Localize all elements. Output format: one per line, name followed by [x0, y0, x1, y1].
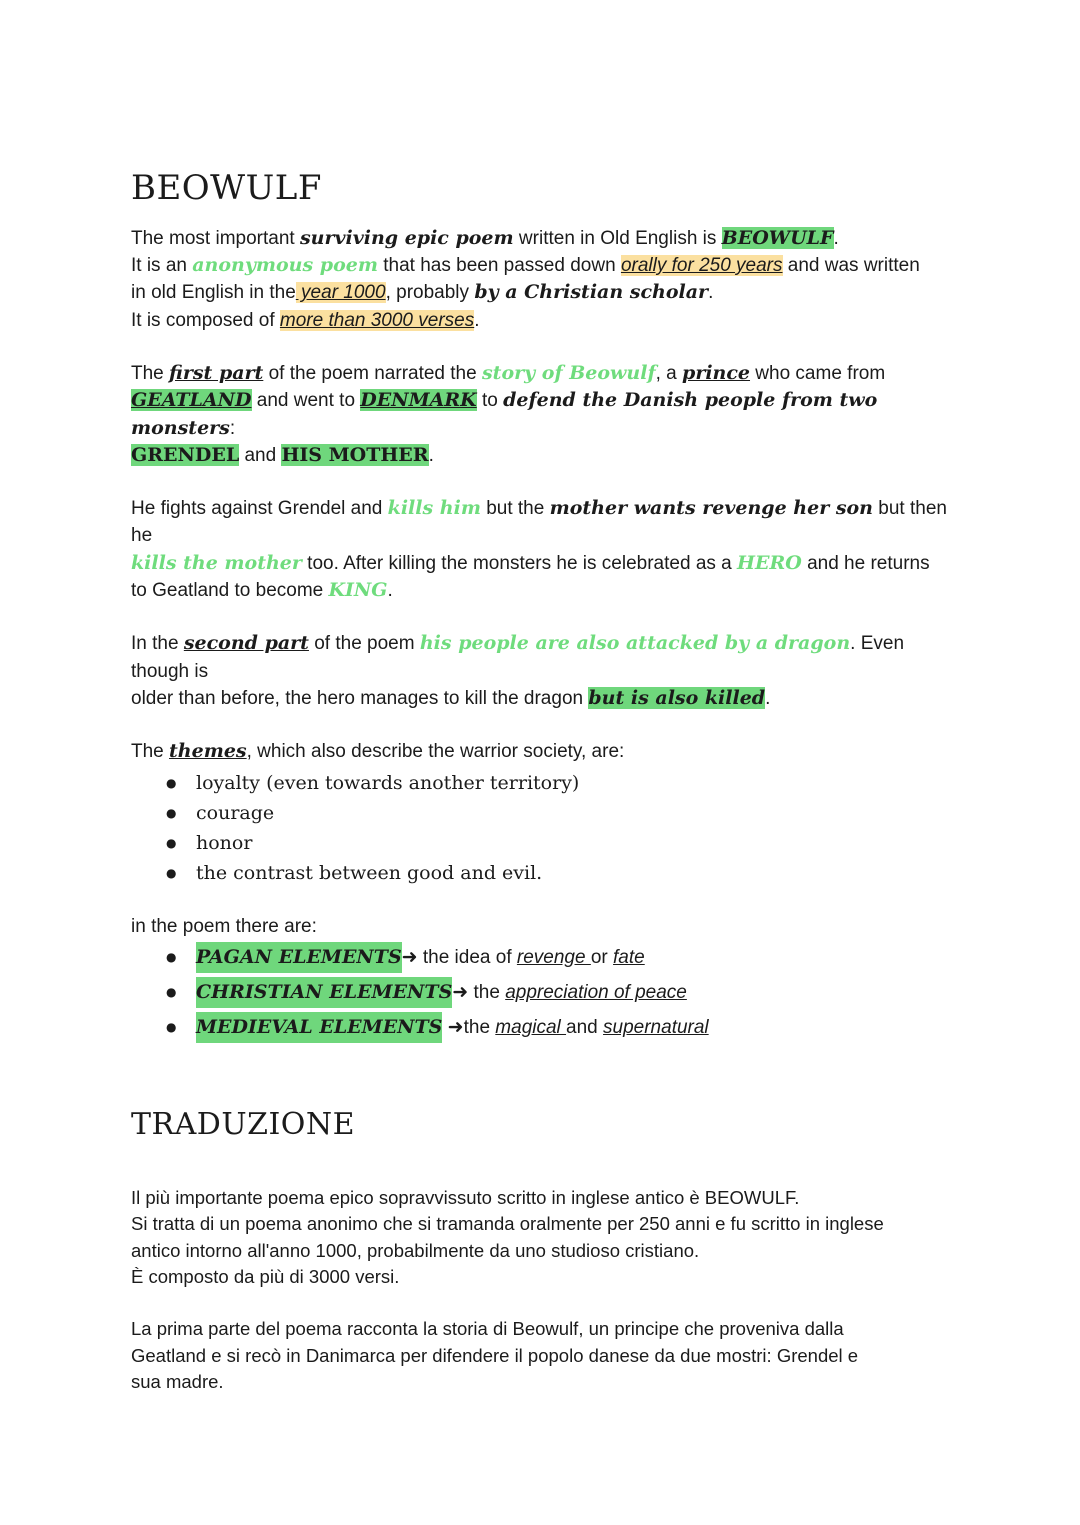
text: La prima parte del poema racconta la storia di Beowulf, un principe che proveniva dalla: [131, 1318, 844, 1340]
emphasis: by a Christian scholar: [474, 281, 709, 304]
text: È composto da più di 3000 versi.: [131, 1265, 400, 1287]
text: The most important: [131, 227, 300, 249]
themes-intro: [131, 738, 961, 765]
underlined-text: appreciation of peace: [505, 982, 687, 1004]
text: that has been passed down: [377, 255, 621, 277]
highlight-green: GRENDEL: [131, 443, 240, 466]
grendel-paragraph: [131, 495, 961, 604]
list-item: [196, 975, 961, 1010]
highlight-green: BEOWULF: [721, 226, 834, 249]
text: antico intorno all'anno 1000, probabilmente da uno studioso cristiano.: [131, 1239, 700, 1261]
text: He fights against Grendel and: [131, 498, 388, 520]
emphasis: mother wants revenge her son: [549, 497, 873, 520]
text: , a: [655, 362, 683, 384]
text: of the poem: [308, 633, 420, 655]
emphasis-underlined: themes: [169, 740, 247, 763]
underlined-text: magical: [495, 1017, 567, 1039]
text: and was written: [782, 255, 920, 277]
highlight-green: GEATLAND: [131, 389, 252, 412]
list-item: ● the contrast between good and evil.: [196, 858, 961, 888]
emphasis: defend the Danish people from two monsters: [131, 389, 878, 439]
list-item: [196, 1010, 961, 1045]
text: The: [131, 362, 170, 384]
elements-intro: in the poem there are:: [131, 915, 317, 937]
elements-list: [131, 940, 961, 1045]
text: and went to: [251, 390, 361, 412]
text: .: [428, 444, 434, 466]
text: It is composed of: [131, 309, 280, 331]
text: , probably: [385, 282, 475, 304]
emphasis: surviving epic poem: [299, 226, 514, 249]
emphasis-green: kills him: [387, 497, 481, 520]
text: sua madre.: [131, 1370, 224, 1392]
text: :: [229, 417, 236, 439]
highlight-yellow: year 1000: [295, 282, 386, 304]
emphasis-green: his people are also attacked by a dragon: [419, 632, 851, 655]
text: .: [387, 580, 393, 602]
highlight-green: MEDIEVAL ELEMENTS: [196, 1012, 442, 1043]
highlight-green: DENMARK: [360, 389, 477, 412]
underlined-text: fate: [613, 947, 645, 969]
text: but the: [480, 498, 550, 520]
text: who came from: [750, 362, 886, 384]
highlight-yellow: orally for 250 years: [620, 255, 783, 277]
intro-paragraph: [131, 225, 961, 334]
text: to Geatland to become: [131, 580, 329, 602]
emphasis-green: KING: [328, 579, 388, 602]
highlight-green: CHRISTIAN ELEMENTS: [196, 977, 452, 1008]
second-part-paragraph: [131, 630, 961, 712]
document-page: [131, 168, 961, 1395]
text: Geatland e si recò in Danimarca per difendere il popolo danese da due mostri: Grendel e: [131, 1344, 859, 1366]
translation-body: [131, 1185, 961, 1395]
highlight-green: PAGAN ELEMENTS: [196, 942, 402, 973]
translation-paragraph-2: [131, 1316, 961, 1395]
text: and: [566, 1017, 604, 1039]
highlight-green: but is also killed: [588, 686, 766, 709]
text: in old English in the: [131, 282, 296, 304]
text: ➜the: [442, 1017, 496, 1039]
emphasis-underlined: prince: [682, 361, 751, 384]
text: and he returns: [801, 552, 930, 574]
text: It is an: [131, 255, 193, 277]
text: written in Old English is: [513, 227, 722, 249]
translation-paragraph-1: [131, 1185, 961, 1290]
themes-list: [131, 768, 961, 889]
underlined-text: supernatural: [603, 1017, 709, 1039]
emphasis-green: kills the mother: [131, 551, 302, 574]
page-title: BEOWULF: [131, 168, 322, 208]
emphasis-green: story of Beowulf: [481, 361, 656, 384]
emphasis-underlined: first part: [169, 361, 264, 384]
text: but then he: [131, 498, 947, 547]
text: . Even though is: [131, 633, 905, 682]
text: too. After killing the monsters he is celebrated as a: [301, 552, 738, 574]
text: .: [765, 687, 771, 709]
list-item: [196, 940, 961, 975]
first-part-paragraph: [131, 360, 961, 469]
text: ➜ the idea of: [401, 947, 517, 969]
highlight-yellow: more than 3000 verses: [279, 309, 475, 331]
emphasis-green: anonymous poem: [192, 254, 378, 277]
translation-title: TRADUZIONE: [131, 1107, 356, 1143]
text: In the: [131, 633, 184, 655]
text: .: [474, 309, 480, 331]
underlined-text: revenge: [516, 947, 591, 969]
list-item: ● courage: [196, 798, 961, 828]
text: ➜ the: [452, 982, 506, 1004]
text: The: [131, 741, 170, 763]
emphasis-underlined: second part: [183, 632, 309, 655]
list-item: ● honor: [196, 828, 961, 858]
text: of the poem narrated the: [263, 362, 482, 384]
text: and: [239, 444, 282, 466]
emphasis-green: HERO: [737, 551, 802, 574]
highlight-green: HIS MOTHER: [281, 443, 429, 466]
text: .: [708, 282, 714, 304]
text: to: [476, 390, 504, 412]
text: Si tratta di un poema anonimo che si tramanda oralmente per 250 anni e fu scritto in inglese: [131, 1213, 884, 1235]
text: , which also describe the warrior society, are:: [246, 741, 625, 763]
text: .: [833, 227, 839, 249]
list-item: ● loyalty (even towards another territory): [196, 768, 961, 798]
text: or: [590, 947, 614, 969]
text: Il più importante poema epico sopravvissuto scritto in inglese antico è BEOWULF.: [131, 1187, 800, 1209]
text: older than before, the hero manages to kill the dragon: [131, 687, 589, 709]
